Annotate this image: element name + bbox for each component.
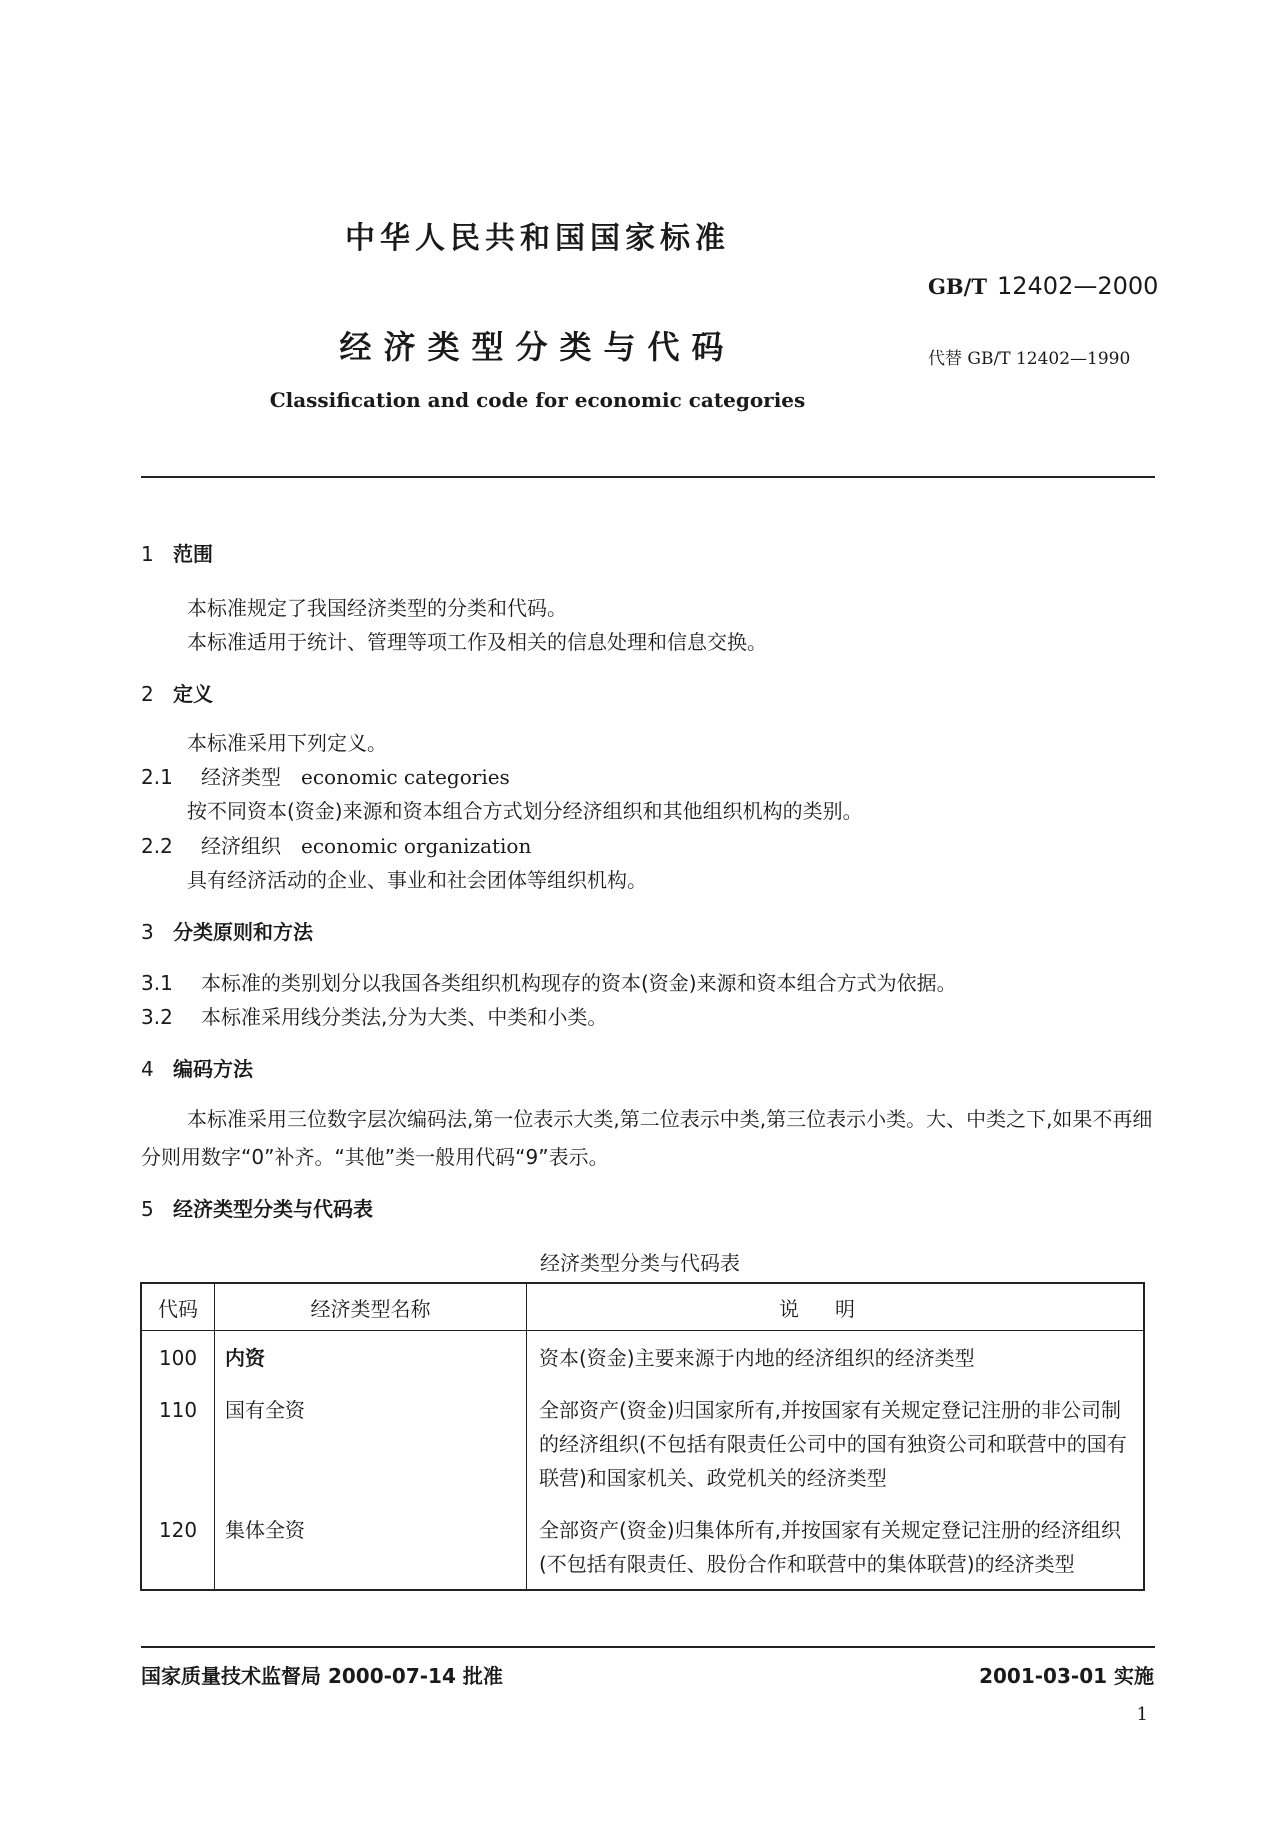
clause-text: 本标准的类别划分以我国各类组织机构现存的资本(资金)来源和资本组合方式为依据。 (201, 971, 957, 995)
national-standard-heading: 中华人民共和国国家标准 (345, 221, 730, 256)
section-number: 1 (141, 542, 154, 566)
header-description: 说明 (527, 1283, 1145, 1331)
table-header-row (141, 1283, 1144, 1331)
replaces-note: 代替 GB/T 12402—1990 (928, 349, 1131, 369)
row-code: 110 (141, 1383, 215, 1503)
definition-term-en: economic organization (301, 834, 532, 858)
coding-method-paragraph: 本标准采用三位数字层次编码法,第一位表示大类,第二位表示中类,第三位表示小类。大、中类之下,如果不再细分则用数字“0”补齐。“其他”类一般用代码“9”表示。 (141, 1107, 1153, 1169)
footer-divider (141, 1646, 1155, 1648)
definition-term: 经济组织 (201, 834, 281, 858)
standard-code: 12402—2000 (996, 272, 1159, 300)
row-description: 全部资产(资金)归国家所有,并按国家有关规定登记注册的非公司制的经济组织(不包括有限责任公司中的国有独资公司和联营中的国有联营)和国家机关、政党机关的经济类型 (539, 1398, 1127, 1490)
section-title: 分类原则和方法 (173, 920, 313, 944)
row-name: 内资 (215, 1331, 527, 1384)
section-5-heading (141, 1193, 373, 1222)
table-caption: 经济类型分类与代码表 (540, 1251, 740, 1275)
section-1-heading (141, 538, 213, 567)
definition-2-1 (141, 761, 510, 790)
english-title: Classification and code for economic categories (269, 388, 806, 412)
clause-number: 3.2 (141, 1005, 173, 1029)
scope-paragraph-1: 本标准规定了我国经济类型的分类和代码。 (187, 596, 567, 620)
clause-number: 2.1 (141, 765, 173, 789)
section-title: 经济类型分类与代码表 (173, 1197, 373, 1221)
section-title: 范围 (173, 542, 213, 566)
definition-term: 经济类型 (201, 765, 281, 789)
section-4-heading (141, 1053, 253, 1082)
clause-3-1 (141, 967, 957, 996)
clause-3-2 (141, 1001, 607, 1030)
row-name: 国有全资 (215, 1383, 527, 1503)
header-divider (141, 476, 1155, 478)
standard-number (928, 272, 1158, 300)
section-3-heading (141, 916, 313, 945)
section-number: 2 (141, 682, 154, 706)
table-row (141, 1383, 1144, 1503)
header-code: 代码 (141, 1283, 215, 1331)
table-row (141, 1331, 1144, 1384)
approval-line: 国家质量技术监督局 2000-07-14 批准 (141, 1664, 503, 1688)
standard-prefix: GB/T (928, 274, 987, 299)
section-title: 定义 (173, 682, 213, 706)
section-title: 编码方法 (173, 1057, 253, 1081)
definition-2-2 (141, 830, 531, 859)
document-title: 经济类型分类与代码 (339, 328, 736, 366)
clause-text: 本标准采用线分类法,分为大类、中类和小类。 (201, 1005, 608, 1029)
definition-2-2-text: 具有经济活动的企业、事业和社会团体等组织机构。 (187, 868, 647, 892)
definition-2-1-text: 按不同资本(资金)来源和资本组合方式划分经济组织和其他组织机构的类别。 (187, 799, 863, 823)
economic-category-table (140, 1282, 1145, 1591)
row-description: 资本(资金)主要来源于内地的经济组织的经济类型 (539, 1346, 975, 1370)
row-description: 全部资产(资金)归集体所有,并按国家有关规定登记注册的经济组织(不包括有限责任、股份合作和联营中的集体联营)的经济类型 (539, 1518, 1121, 1576)
row-code: 120 (141, 1503, 215, 1590)
clause-number: 3.1 (141, 971, 173, 995)
section-2-heading (141, 678, 213, 707)
row-code: 100 (141, 1331, 215, 1384)
page-number: 1 (1136, 1704, 1148, 1725)
scope-paragraph-2: 本标准适用于统计、管理等项工作及相关的信息处理和信息交换。 (187, 630, 767, 654)
table-row (141, 1503, 1144, 1590)
clause-number: 2.2 (141, 834, 173, 858)
header-name: 经济类型名称 (215, 1283, 527, 1331)
definition-term-en: economic categories (301, 765, 510, 789)
row-name: 集体全资 (215, 1503, 527, 1590)
section-number: 3 (141, 920, 154, 944)
section-number: 5 (141, 1197, 154, 1221)
implementation-date: 2001-03-01 实施 (979, 1664, 1154, 1688)
definitions-intro: 本标准采用下列定义。 (187, 731, 387, 755)
section-number: 4 (141, 1057, 154, 1081)
